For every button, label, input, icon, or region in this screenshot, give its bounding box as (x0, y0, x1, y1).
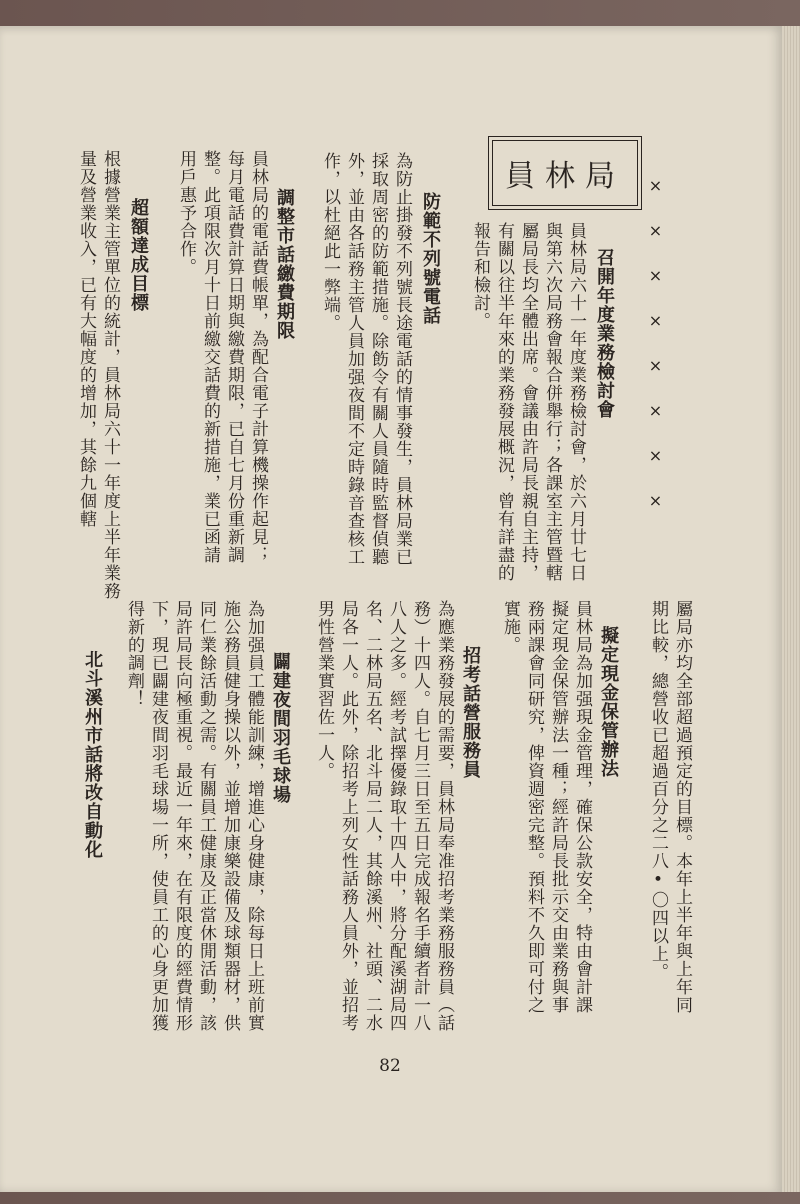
target-body: 根據營業主管單位的統計，員林局六十一年度上半年業務量及營業收入，已有大幅度的增加，其餘九個轄 (76, 150, 120, 600)
meeting-body: 員林局六十一年度業務檢討會，於六月廿七日與第六次局務會報合併舉行；各課室主管暨轄屬局長均全體出席。會議由許局長親自主持，有關以往半年來的業務發展概況，曾有詳盡的報告和檢討。 (470, 222, 586, 582)
target-title: 超額達成目標 (128, 198, 149, 312)
column-title-box (492, 140, 638, 206)
fee-title: 調整市話繳費期限 (274, 188, 295, 340)
meeting-title: 召開年度業務檢討會 (594, 248, 615, 419)
beidou-title: 北斗溪州市話將改自動化 (82, 650, 103, 859)
anti-phone-title: 防範不列號電話 (420, 192, 441, 325)
separator-marks: ×××××××× (646, 176, 665, 536)
cash-body: 員林局為加强現金管理，確保公款安全，特由會計課擬定現金保管辦法一種；經許局長批示交由業務與事務兩課會同研究，俾資週密完整。預料不久即可付之實施。 (500, 600, 592, 1014)
page-edge (782, 26, 800, 1192)
badminton-title: 闢建夜間羽毛球場 (270, 652, 291, 804)
badminton-body: 為加强員工體能訓練，增進心身健康，除每日上班前實施公務員健身操以外，並增加康樂設備及球類器材，供同仁業餘活動之需。有關員工健康及正當休閒活動，該局許局長向極重視。最近一年來，在有限度的經費情形下，現已闢建夜間羽毛球場一所，使員工的心身更加獲得新的調劑！ (124, 600, 264, 1032)
anti-phone-body: 為防止掛發不列號長途電話的情事發生，員林局業已採取周密的防範措施。除飭令有關人員隨時監督偵聽外，並由各話務主管人員加强夜間不定時錄音查核工作，以杜絕此一弊端。 (320, 152, 412, 566)
recruit-body: 為應業務發展的需要，員林局奉准招考業務服務員（話務）十四人。自七月三日至五日完成報名手續者計一八八人之多。經考試擇優錄取十四人中，將分配溪湖局四名、二林局五名、北斗局二人，其餘溪州、社頭、二水局各一人。此外，除招考上列女性話務人員外，並招考男性營業實習佐一人。 (314, 600, 454, 1032)
cash-title: 擬定現金保管辦法 (598, 626, 619, 778)
cash-body-top: 屬局亦均全部超過預定的目標。本年上半年與上年同期比較，總營收已超過百分之二八•〇四以上。 (648, 600, 692, 1014)
fee-body: 員林局的電話費帳單，為配合電子計算機操作起見；每月電話費計算日期與繳費期限，已自七月份重新調整。此項限次月十日前繳交話費的新措施，業已函請用戶惠予合作。 (176, 150, 268, 564)
page-number: 82 (379, 1056, 401, 1076)
recruit-title: 招考話營服務員 (460, 646, 481, 779)
column-title: 員林局 (505, 159, 625, 194)
